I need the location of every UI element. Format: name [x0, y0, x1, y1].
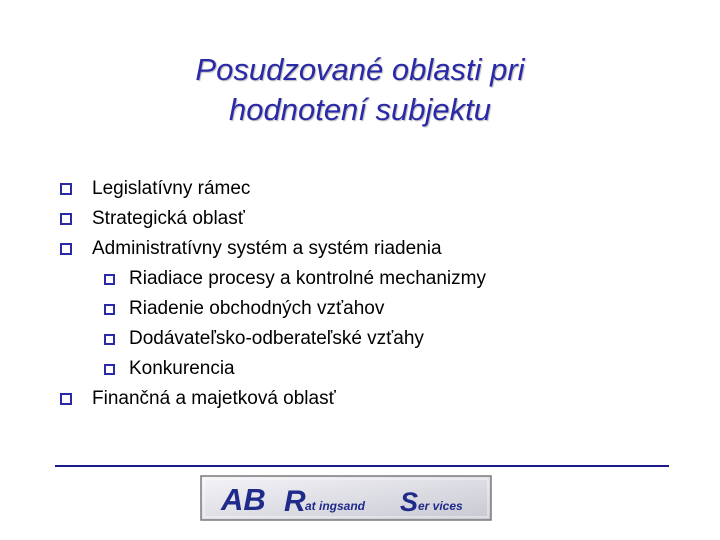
sub-bullet-item: [104, 264, 486, 294]
square-bullet-icon: [104, 304, 115, 315]
sub-bullet-item: [104, 294, 384, 324]
ab-ratings-logo: [199, 474, 493, 522]
logo-atingsand-text: at ingsand: [305, 499, 366, 513]
bullet-item: [60, 174, 250, 204]
square-bullet-icon: [104, 274, 115, 285]
bullet-item: [60, 234, 442, 264]
logo-s-text: S: [400, 487, 419, 517]
slide-title-line-1: Posudzované oblasti pri: [195, 52, 525, 87]
divider-line: [55, 465, 669, 467]
square-bullet-icon: [104, 334, 115, 345]
bullet-text: Legislatívny rámec: [92, 178, 251, 199]
bullet-text: Riadenie obchodných vzťahov: [129, 298, 385, 319]
logo-ab-text: AB: [221, 482, 266, 517]
bullet-item: [60, 204, 245, 234]
bullet-item: [60, 384, 336, 414]
logo-r-text: R: [284, 485, 306, 518]
square-bullet-icon: [60, 393, 72, 405]
logo-ervices-text: er vices: [418, 499, 463, 513]
bullet-text: Strategická oblasť: [92, 208, 245, 229]
slide-title: [0, 50, 720, 130]
bullet-text: Finančná a majetková oblasť: [92, 388, 336, 409]
square-bullet-icon: [60, 183, 72, 195]
bullet-text: Administratívny systém a systém riadenia: [92, 238, 442, 259]
sub-bullet-item: [104, 324, 424, 354]
square-bullet-icon: [60, 213, 72, 225]
slide-title-line-2: hodnotení subjektu: [229, 92, 491, 127]
sub-bullet-item: [104, 354, 235, 384]
square-bullet-icon: [60, 243, 72, 255]
bullet-text: Riadiace procesy a kontrolné mechanizmy: [129, 268, 486, 289]
bullet-text: Dodávateľsko-odberateľské vzťahy: [129, 328, 424, 349]
square-bullet-icon: [104, 364, 115, 375]
bullet-text: Konkurencia: [129, 358, 235, 379]
